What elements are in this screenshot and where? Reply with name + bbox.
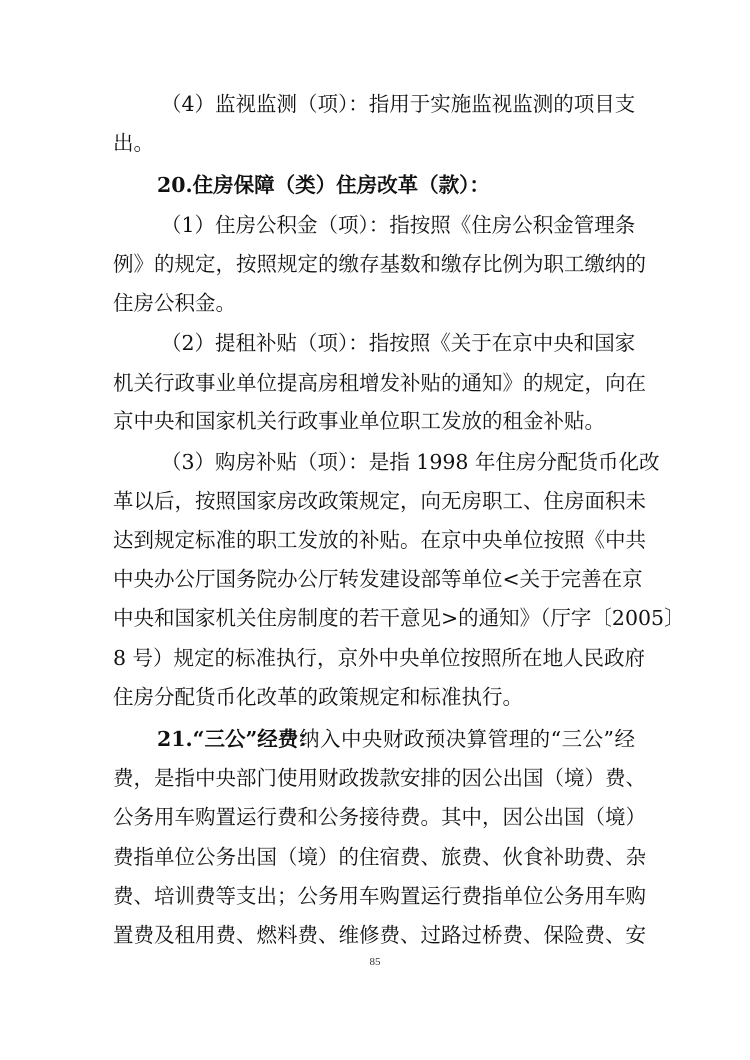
page-number: 85 [369,956,381,968]
text-line: 公务用车购置运行费和公务接待费。其中，因公出国（境） [113,805,646,829]
text-line: （2）提租补贴（项）：指按照《关于在京中央和国家 [161,331,636,355]
text-line: 费，是指中央部门使用财政拨款安排的因公出国（境）费、 [113,766,646,790]
text-line: 8 号）规定的标准执行，京外中央单位按照所在地人民政府 [113,646,646,670]
text-line: 出。 [113,131,154,155]
text-line: 革以后，按照国家房改政策规定，向无房职工、住房面积未 [113,489,646,513]
text-line: （4）监视监测（项）：指用于实施监视监测的项目支 [161,92,636,116]
text-line: 住房分配货币化改革的政策规定和标准执行。 [113,685,523,709]
text-line: 纳入中央财政预决算管理的“三公”经 [299,727,635,751]
text-line: 京中央和国家机关行政事业单位职工发放的租金补贴。 [113,409,605,433]
text-line: （3）购房补贴（项）：是指 1998 年住房分配货币化改 [161,450,660,474]
text-line: 费、培训费等支出；公务用车购置运行费指单位公务用车购 [113,884,646,908]
text-line: 费指单位公务出国（境）的住宿费、旅费、伙食补助费、杂 [113,845,646,869]
text-line: 住房公积金。 [113,291,236,315]
text-line: 达到规定标准的职工发放的补贴。在京中央单位按照《中共 [113,528,646,552]
section-heading: 20.住房保障（类）住房改革（款）： [157,173,490,197]
text-line: 中央办公厅国务院办公厅转发建设部等单位<关于完善在京 [113,567,643,591]
text-line: （1）住房公积金（项）：指按照《住房公积金管理条 [161,213,636,237]
text-line: 例》的规定，按照规定的缴存基数和缴存比例为职工缴纳的 [113,252,646,276]
text-line: 机关行政事业单位提高房租增发补贴的通知》的规定，向在 [113,371,646,395]
text-line: 中央和国家机关住房制度的若干意见>的通知》（厅字〔2005〕 [113,606,685,630]
text-line: 置费及租用费、燃料费、维修费、过路过桥费、保险费、安 [113,923,646,947]
section-heading: 21.“三公”经费： [157,727,319,751]
